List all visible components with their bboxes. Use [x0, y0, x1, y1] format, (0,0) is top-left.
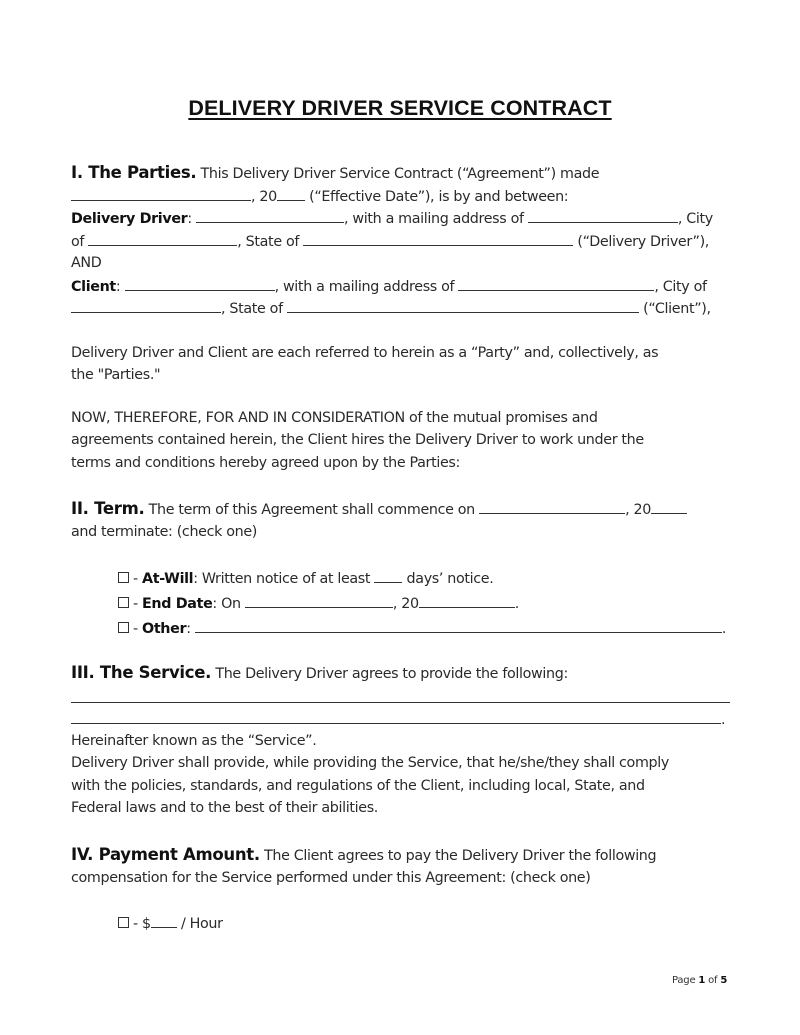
service-line-1: III. The Service. The Delivery Driver agrees to provide the following: [71, 663, 568, 682]
referred-line-2: the "Parties." [71, 367, 161, 383]
driver-line-1: Delivery Driver: , with a mailing address of , City [71, 208, 713, 229]
now-therefore-line-1: NOW, THEREFORE, FOR AND IN CONSIDERATION of the mutual promises and [71, 410, 598, 426]
parties-line-2: , 20 (“Effective Date”), is by and between: [71, 186, 568, 207]
service-paragraph-line-2: with the policies, standards, and regulations of the Client, including local, State, and [71, 778, 645, 794]
driver-city-blank[interactable] [88, 231, 237, 246]
hourly-rate-blank[interactable] [151, 913, 177, 928]
client-label: Client [71, 279, 116, 295]
service-paragraph-line-1: Delivery Driver shall provide, while providing the Service, that he/she/they shall comply [71, 755, 669, 771]
term-line-1: II. Term. The term of this Agreement shall commence on , 20 [71, 499, 687, 520]
service-paragraph-line-3: Federal laws and to the best of their abilities. [71, 800, 379, 816]
parties-line-1: I. The Parties. This Delivery Driver Service Contract (“Agreement”) made [71, 163, 600, 182]
agreement-year-blank[interactable] [277, 186, 305, 201]
total-pages: 5 [720, 975, 728, 986]
referred-line-1: Delivery Driver and Client are each referred to herein as a “Party” and, collectively, as [71, 345, 659, 361]
hourly-checkbox[interactable] [118, 917, 129, 928]
payment-line-2: compensation for the Service performed under this Agreement: (check one) [71, 870, 591, 886]
notice-days-blank[interactable] [374, 568, 402, 583]
driver-line-2: of , State of (“Delivery Driver”), [71, 231, 709, 252]
page-number: Page 1 of 5 [672, 975, 728, 986]
payment-heading: IV. Payment Amount. [71, 845, 260, 864]
agreement-date-blank[interactable] [71, 186, 251, 201]
client-state-blank[interactable] [287, 298, 639, 313]
other-checkbox[interactable] [118, 622, 129, 633]
driver-address-blank[interactable] [528, 208, 678, 223]
end-year-blank[interactable] [419, 593, 515, 608]
current-page: 1 [698, 975, 706, 986]
now-therefore-line-2: agreements contained herein, the Client hires the Delivery Driver to work under the [71, 432, 644, 448]
term-option-end-date: - End Date: On , 20 . [118, 593, 519, 614]
payment-option-hourly: - $ / Hour [118, 913, 223, 934]
now-therefore-line-3: terms and conditions hereby agreed upon by the Parties: [71, 455, 460, 471]
term-option-other: - Other: . [118, 618, 726, 639]
at-will-checkbox[interactable] [118, 572, 129, 583]
service-description-blank-1[interactable] [71, 702, 730, 703]
client-line-1: Client: , with a mailing address of , City of [71, 276, 707, 297]
other-term-blank[interactable] [195, 618, 722, 633]
term-start-date-blank[interactable] [479, 499, 625, 514]
client-city-blank[interactable] [71, 298, 221, 313]
and-line: AND [71, 255, 102, 271]
driver-state-blank[interactable] [303, 231, 573, 246]
client-name-blank[interactable] [125, 276, 275, 291]
end-date-blank[interactable] [245, 593, 393, 608]
driver-label: Delivery Driver [71, 211, 188, 227]
driver-name-blank[interactable] [196, 208, 344, 223]
payment-line-1: IV. Payment Amount. The Client agrees to pay the Delivery Driver the following [71, 845, 657, 864]
client-line-2: , State of (“Client”), [71, 298, 711, 319]
service-blank-period: . [721, 712, 726, 728]
term-heading: II. Term. [71, 499, 145, 518]
service-known-as: Hereinafter known as the “Service”. [71, 733, 317, 749]
term-line-2: and terminate: (check one) [71, 524, 258, 540]
service-heading: III. The Service. [71, 663, 212, 682]
parties-heading: I. The Parties. [71, 163, 197, 182]
service-description-blank-2[interactable] [71, 723, 721, 724]
document-title: DELIVERY DRIVER SERVICE CONTRACT [188, 96, 612, 120]
end-date-checkbox[interactable] [118, 597, 129, 608]
term-start-year-blank[interactable] [651, 499, 687, 514]
term-option-at-will: - At-Will: Written notice of at least days’ notice. [118, 568, 493, 589]
client-address-blank[interactable] [458, 276, 654, 291]
